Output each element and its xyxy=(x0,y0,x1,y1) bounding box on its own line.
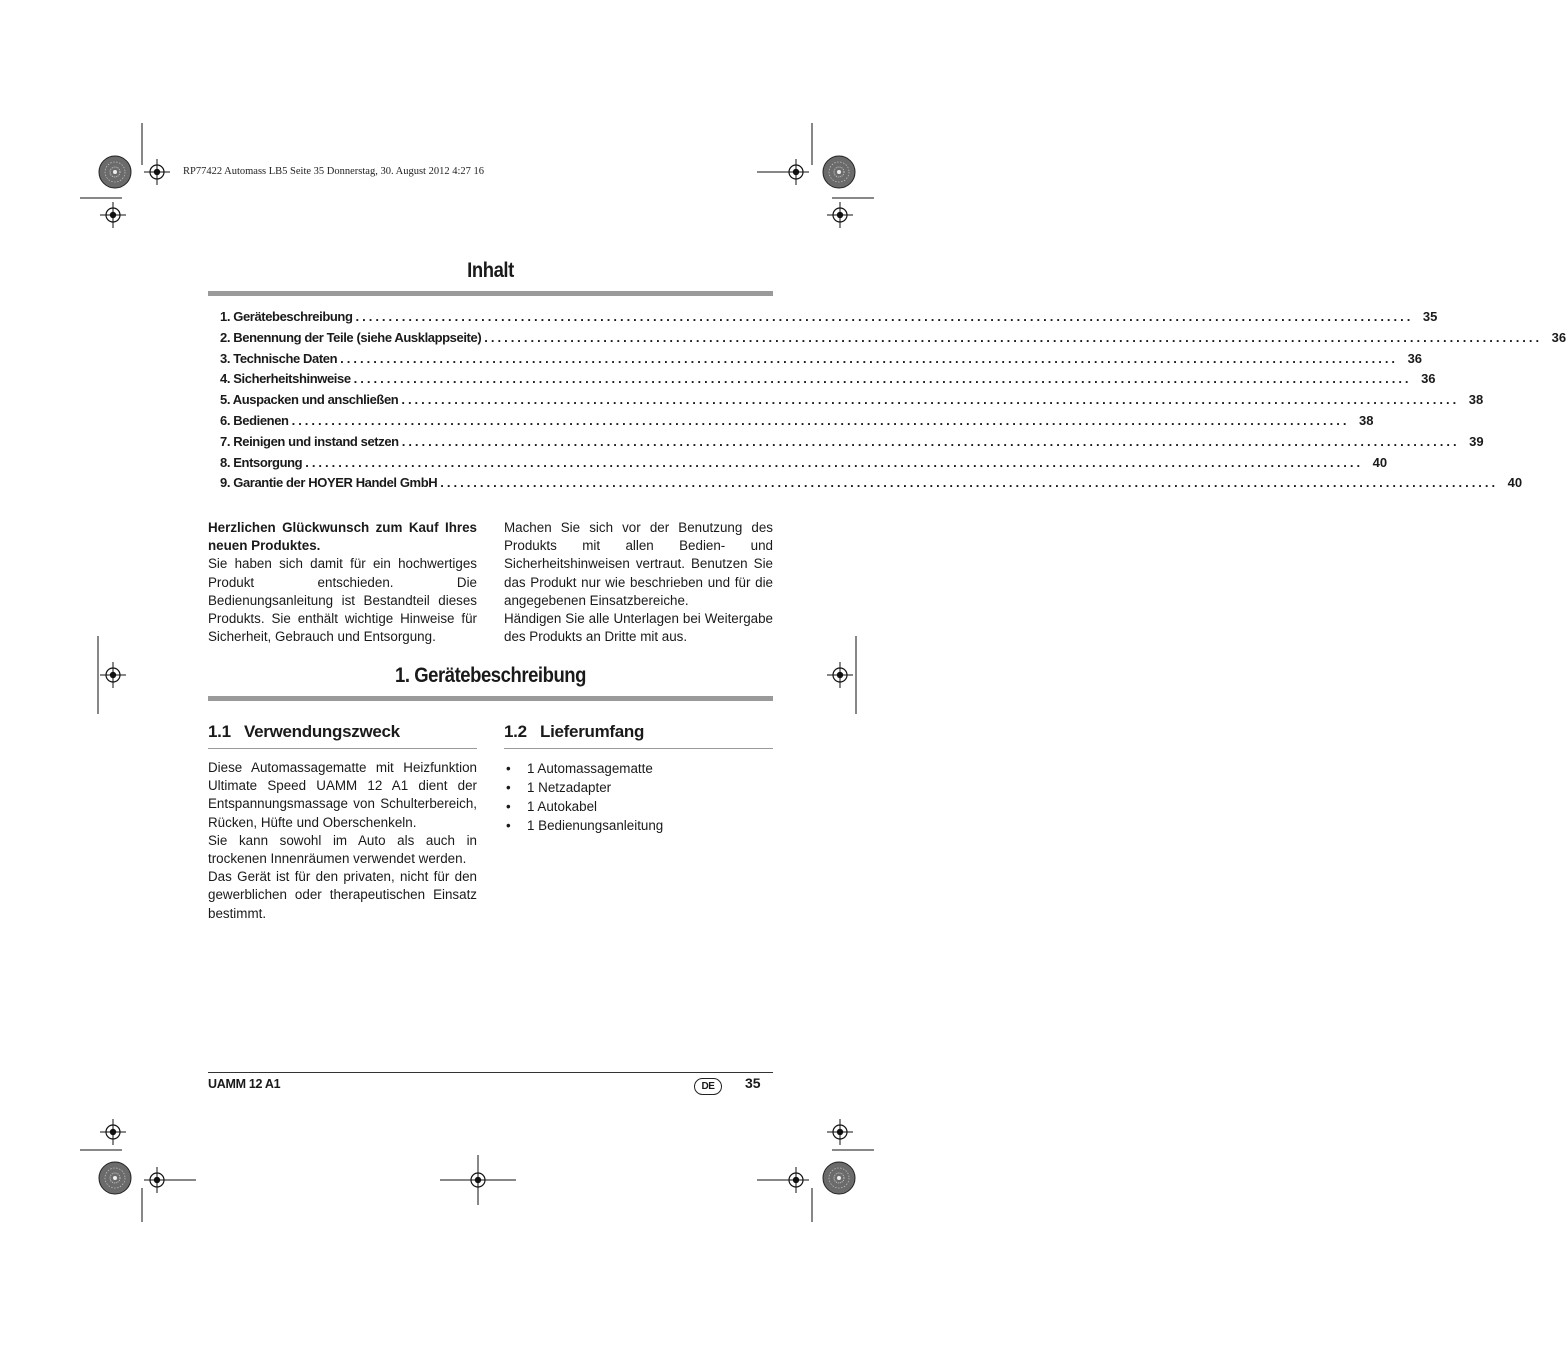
intro-right-paragraph-2: Händigen Sie alle Unterlagen bei Weitergabe des Produkts an Dritte mit aus. xyxy=(504,611,773,645)
toc-entry-label: 6. Bedienen xyxy=(220,412,289,428)
subsection-number: 1.1 xyxy=(208,722,231,741)
toc-entry-label: 5. Auspacken und anschließen xyxy=(220,392,399,408)
subsection-title: Lieferumfang xyxy=(540,722,645,741)
toc-leader-dots: ................................................................................................................................................................ xyxy=(305,454,1364,470)
contents-title-rule xyxy=(208,291,773,296)
toc-entry xyxy=(220,454,1388,476)
toc-leader-dots: ................................................................................................................................................................ xyxy=(440,475,1499,491)
list-item: • 1 Automassagematte xyxy=(504,759,773,778)
toc-entry-page: 40 xyxy=(1507,475,1523,491)
page-number: 35 xyxy=(745,1075,761,1091)
list-item: • 1 Bedienungsanleitung xyxy=(504,816,773,835)
toc-entry-label: 8. Entsorgung xyxy=(220,454,303,470)
toc-entry xyxy=(220,475,1523,496)
language-badge: DE xyxy=(694,1078,722,1095)
intro-left-column xyxy=(208,519,477,646)
toc-entry-page: 39 xyxy=(1469,433,1484,449)
toc-entry xyxy=(220,392,1484,413)
toc-entry xyxy=(220,309,1438,330)
list-item: • 1 Autokabel xyxy=(504,797,773,816)
scope-of-delivery-list xyxy=(504,759,773,835)
toc-entry-label: 7. Reinigen und instand setzen xyxy=(220,433,399,449)
toc-entry-page: 35 xyxy=(1422,309,1438,324)
toc-leader-dots: ................................................................................................................................................................ xyxy=(484,329,1543,345)
subsection-rule xyxy=(504,748,773,749)
subsection-rule xyxy=(208,748,477,749)
toc-leader-dots: ................................................................................................................................................................ xyxy=(291,412,1350,428)
print-slug-line: RP77422 Automass LB5 Seite 35 Donnerstag, 30. August 2012 4:27 16 xyxy=(183,166,485,177)
intro-greeting: Herzlichen Glückwunsch zum Kauf Ihres neuen Produktes. xyxy=(208,520,477,554)
toc-entry-label: 2. Benennung der Teile (siehe Ausklappseite) xyxy=(220,329,482,345)
section-title-rule xyxy=(208,696,773,701)
intro-right-paragraph-1: Machen Sie sich vor der Benutzung des Produkts mit allen Bedien- und Sicherheitshinweisen vertraut. Benutzen Sie das Produkt nur wie beschrieben und für die angegebenen Einsatzbereiche. xyxy=(504,520,773,608)
toc-entry-label: 9. Garantie der HOYER Handel GmbH xyxy=(220,475,438,491)
toc-entry-label: 3. Technische Daten xyxy=(220,350,338,366)
intro-right-column xyxy=(504,519,773,646)
toc-entry-page: 38 xyxy=(1468,392,1484,408)
toc-entry-page: 36 xyxy=(1551,329,1566,345)
toc-leader-dots: ................................................................................................................................................................ xyxy=(340,350,1399,366)
subsection-heading-1-2 xyxy=(504,722,644,742)
toc-leader-dots: ................................................................................................................................................................ xyxy=(401,392,1460,408)
toc-entry-page: 36 xyxy=(1421,371,1436,387)
usage-paragraph-3: Das Gerät ist für den privaten, nicht für den gewerblichen oder therapeutischen Einsatz bestimmt. xyxy=(208,869,477,921)
rosette-mark xyxy=(99,156,131,188)
toc-entry xyxy=(220,412,1374,434)
toc-leader-dots: ................................................................................................................................................................ xyxy=(355,309,1414,324)
toc-entry-page: 40 xyxy=(1372,454,1388,470)
intro-left-paragraph: Sie haben sich damit für ein hochwertiges Produkt entschieden. Die Bedienungsanleitung ist Bestandteil dieses Produkts. Sie enthält wichtige Hinweise für Sicherheit, Gebrauch und Entsorgung. xyxy=(208,556,477,645)
subsection-heading-1-1 xyxy=(208,722,400,742)
subsection-number: 1.2 xyxy=(504,722,527,741)
toc-entry xyxy=(220,329,1566,351)
contents-title: Inhalt xyxy=(467,259,514,282)
toc-entry-label: 4. Sicherheitshinweise xyxy=(220,371,351,387)
toc-leader-dots: ................................................................................................................................................................ xyxy=(401,433,1460,449)
toc-entry xyxy=(220,371,1436,392)
usage-purpose-text xyxy=(208,759,477,923)
section-title: 1. Gerätebeschreibung xyxy=(394,664,587,687)
list-item: • 1 Netzadapter xyxy=(504,778,773,797)
subsection-title: Verwendungszweck xyxy=(244,722,400,741)
usage-paragraph-2: Sie kann sowohl im Auto als auch in trockenen Innenräumen verwendet werden. xyxy=(208,832,477,867)
toc-entry xyxy=(220,350,1423,372)
toc-entry-page: 36 xyxy=(1407,350,1423,366)
footer-rule xyxy=(208,1072,773,1073)
usage-paragraph-1: Diese Automassagematte mit Heizfunktion Ultimate Speed UAMM 12 A1 dient der Entspannungsmassage von Schulterbereich, Rücken, Hüfte und Oberschenkeln. xyxy=(208,760,477,830)
toc-leader-dots: ................................................................................................................................................................ xyxy=(353,371,1412,387)
table-of-contents xyxy=(220,309,1566,496)
toc-entry-page: 38 xyxy=(1359,412,1374,428)
footer-model: UAMM 12 A1 xyxy=(208,1077,281,1091)
toc-entry-label: 1. Gerätebeschreibung xyxy=(220,309,353,324)
toc-entry xyxy=(220,433,1484,455)
